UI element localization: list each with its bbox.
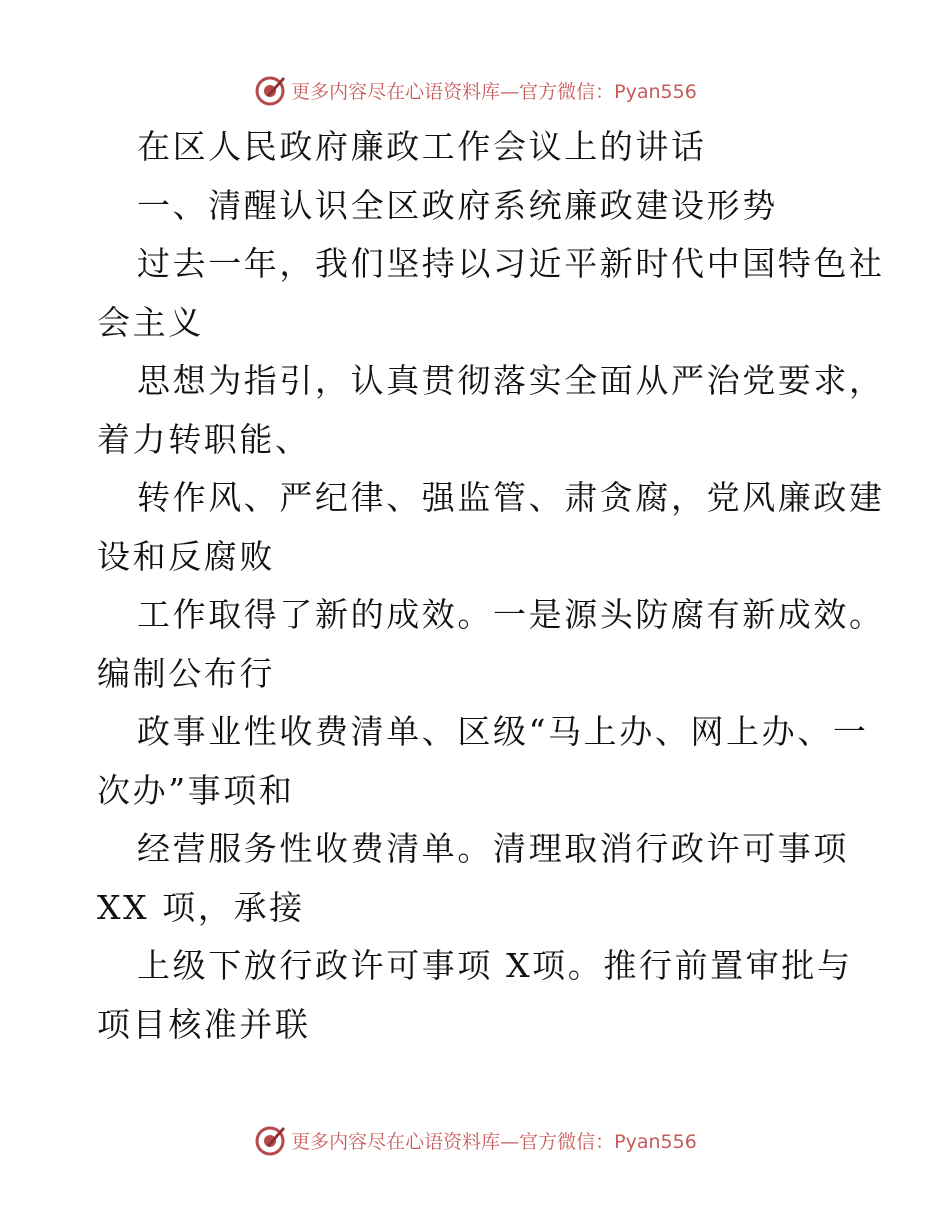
paragraph-line: 工作取得了新的成效。一是源头防腐有新成效。 xyxy=(137,595,885,634)
paragraph-line: 项目核准并联 xyxy=(97,1004,311,1044)
pen-logo-icon xyxy=(253,73,287,107)
document-title: 在区人民政府廉政工作会议上的讲话 xyxy=(137,127,707,166)
paragraph-line: 编制公布行 xyxy=(97,653,275,693)
watermark-text: 更多内容尽在心语资料库—官方微信：Pyan556 xyxy=(291,80,697,103)
paragraph-line: XX 项，承接 xyxy=(97,887,305,927)
paragraph-line: 政事业性收费清单、区级“马上办、网上办、一 xyxy=(137,712,869,751)
watermark-text: 更多内容尽在心语资料库—官方微信：Pyan556 xyxy=(291,1130,697,1153)
paragraph-line: 过去一年，我们坚持以习近平新时代中国特色社 xyxy=(137,244,885,283)
paragraph-line: 转作风、严纪律、强监管、肃贪腐，党风廉政建 xyxy=(137,478,885,517)
paragraph-line: 会主义 xyxy=(97,302,204,342)
paragraph-line: 经营服务性收费清单。清理取消行政许可事项 xyxy=(137,829,849,868)
footer-watermark xyxy=(0,1120,950,1160)
section-heading: 一、清醒认识全区政府系统廉政建设形势 xyxy=(137,185,778,225)
paragraph-line: 上级下放行政许可事项 X项。推行前置审批与 xyxy=(137,946,853,985)
paragraph-line: 思想为指引，认真贯彻落实全面从严治党要求， xyxy=(137,361,885,400)
paragraph-line: 着力转职能、 xyxy=(97,419,311,459)
paragraph-line: 设和反腐败 xyxy=(97,536,275,576)
paragraph-line: 次办”事项和 xyxy=(97,770,295,810)
header-watermark xyxy=(0,70,950,110)
document-body xyxy=(97,118,885,1054)
pen-logo-icon xyxy=(253,1123,287,1157)
